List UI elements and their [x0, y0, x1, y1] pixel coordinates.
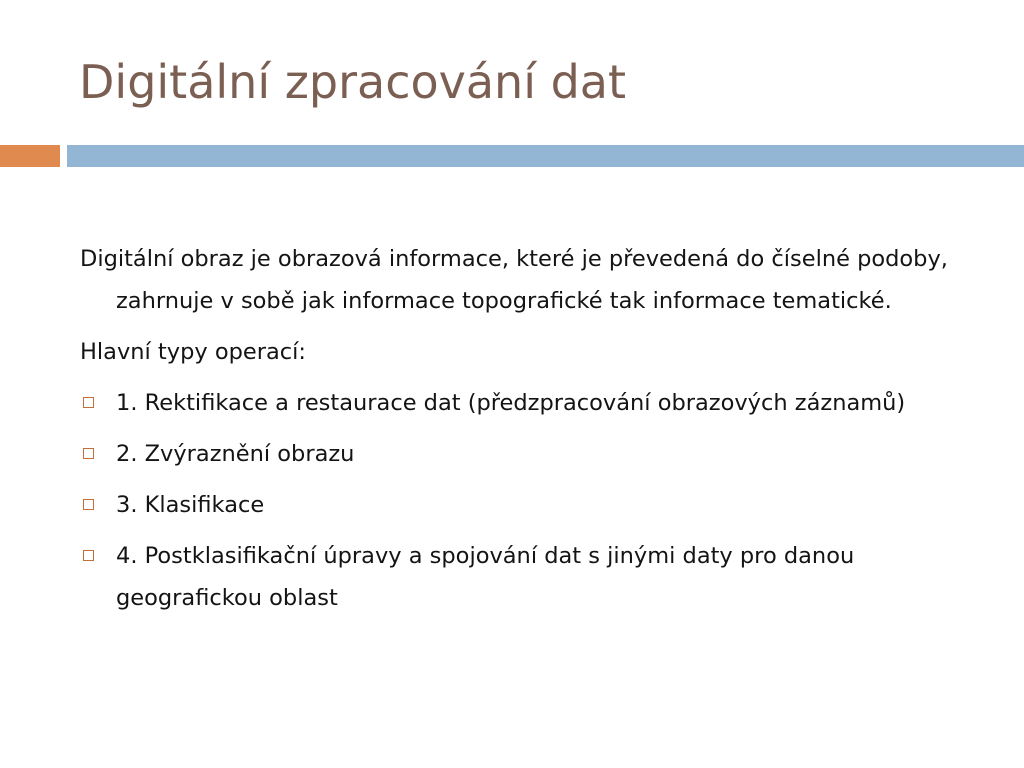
slide-body [80, 238, 960, 628]
slide-title: Digitální zpracování dat [79, 55, 627, 109]
square-outline-icon [83, 499, 94, 510]
bullet-item [80, 382, 960, 424]
bullet-item [80, 535, 960, 619]
bullet-text: 1. Rektifikace a restaurace dat (předzpracování obrazových záznamů) [116, 390, 906, 416]
accent-bar-left [0, 145, 60, 167]
square-outline-icon [83, 397, 94, 408]
bullet-text: 2. Zvýraznění obrazu [116, 441, 355, 467]
square-outline-icon [83, 550, 94, 561]
bullet-item [80, 484, 960, 526]
bullet-item [80, 433, 960, 475]
bullet-text: 3. Klasifikace [116, 492, 265, 518]
subheading: Hlavní typy operací: [80, 339, 306, 365]
square-outline-icon [83, 448, 94, 459]
intro-paragraph: Digitální obraz je obrazová informace, které je převedená do číselné podoby, zahrnuje v sobě jak informace topografické tak informace tematické. [80, 246, 948, 314]
bullet-text: 4. Postklasifikační úpravy a spojování dat s jinými daty pro danou geografickou oblast [116, 543, 855, 611]
accent-bar-right [67, 145, 1024, 167]
